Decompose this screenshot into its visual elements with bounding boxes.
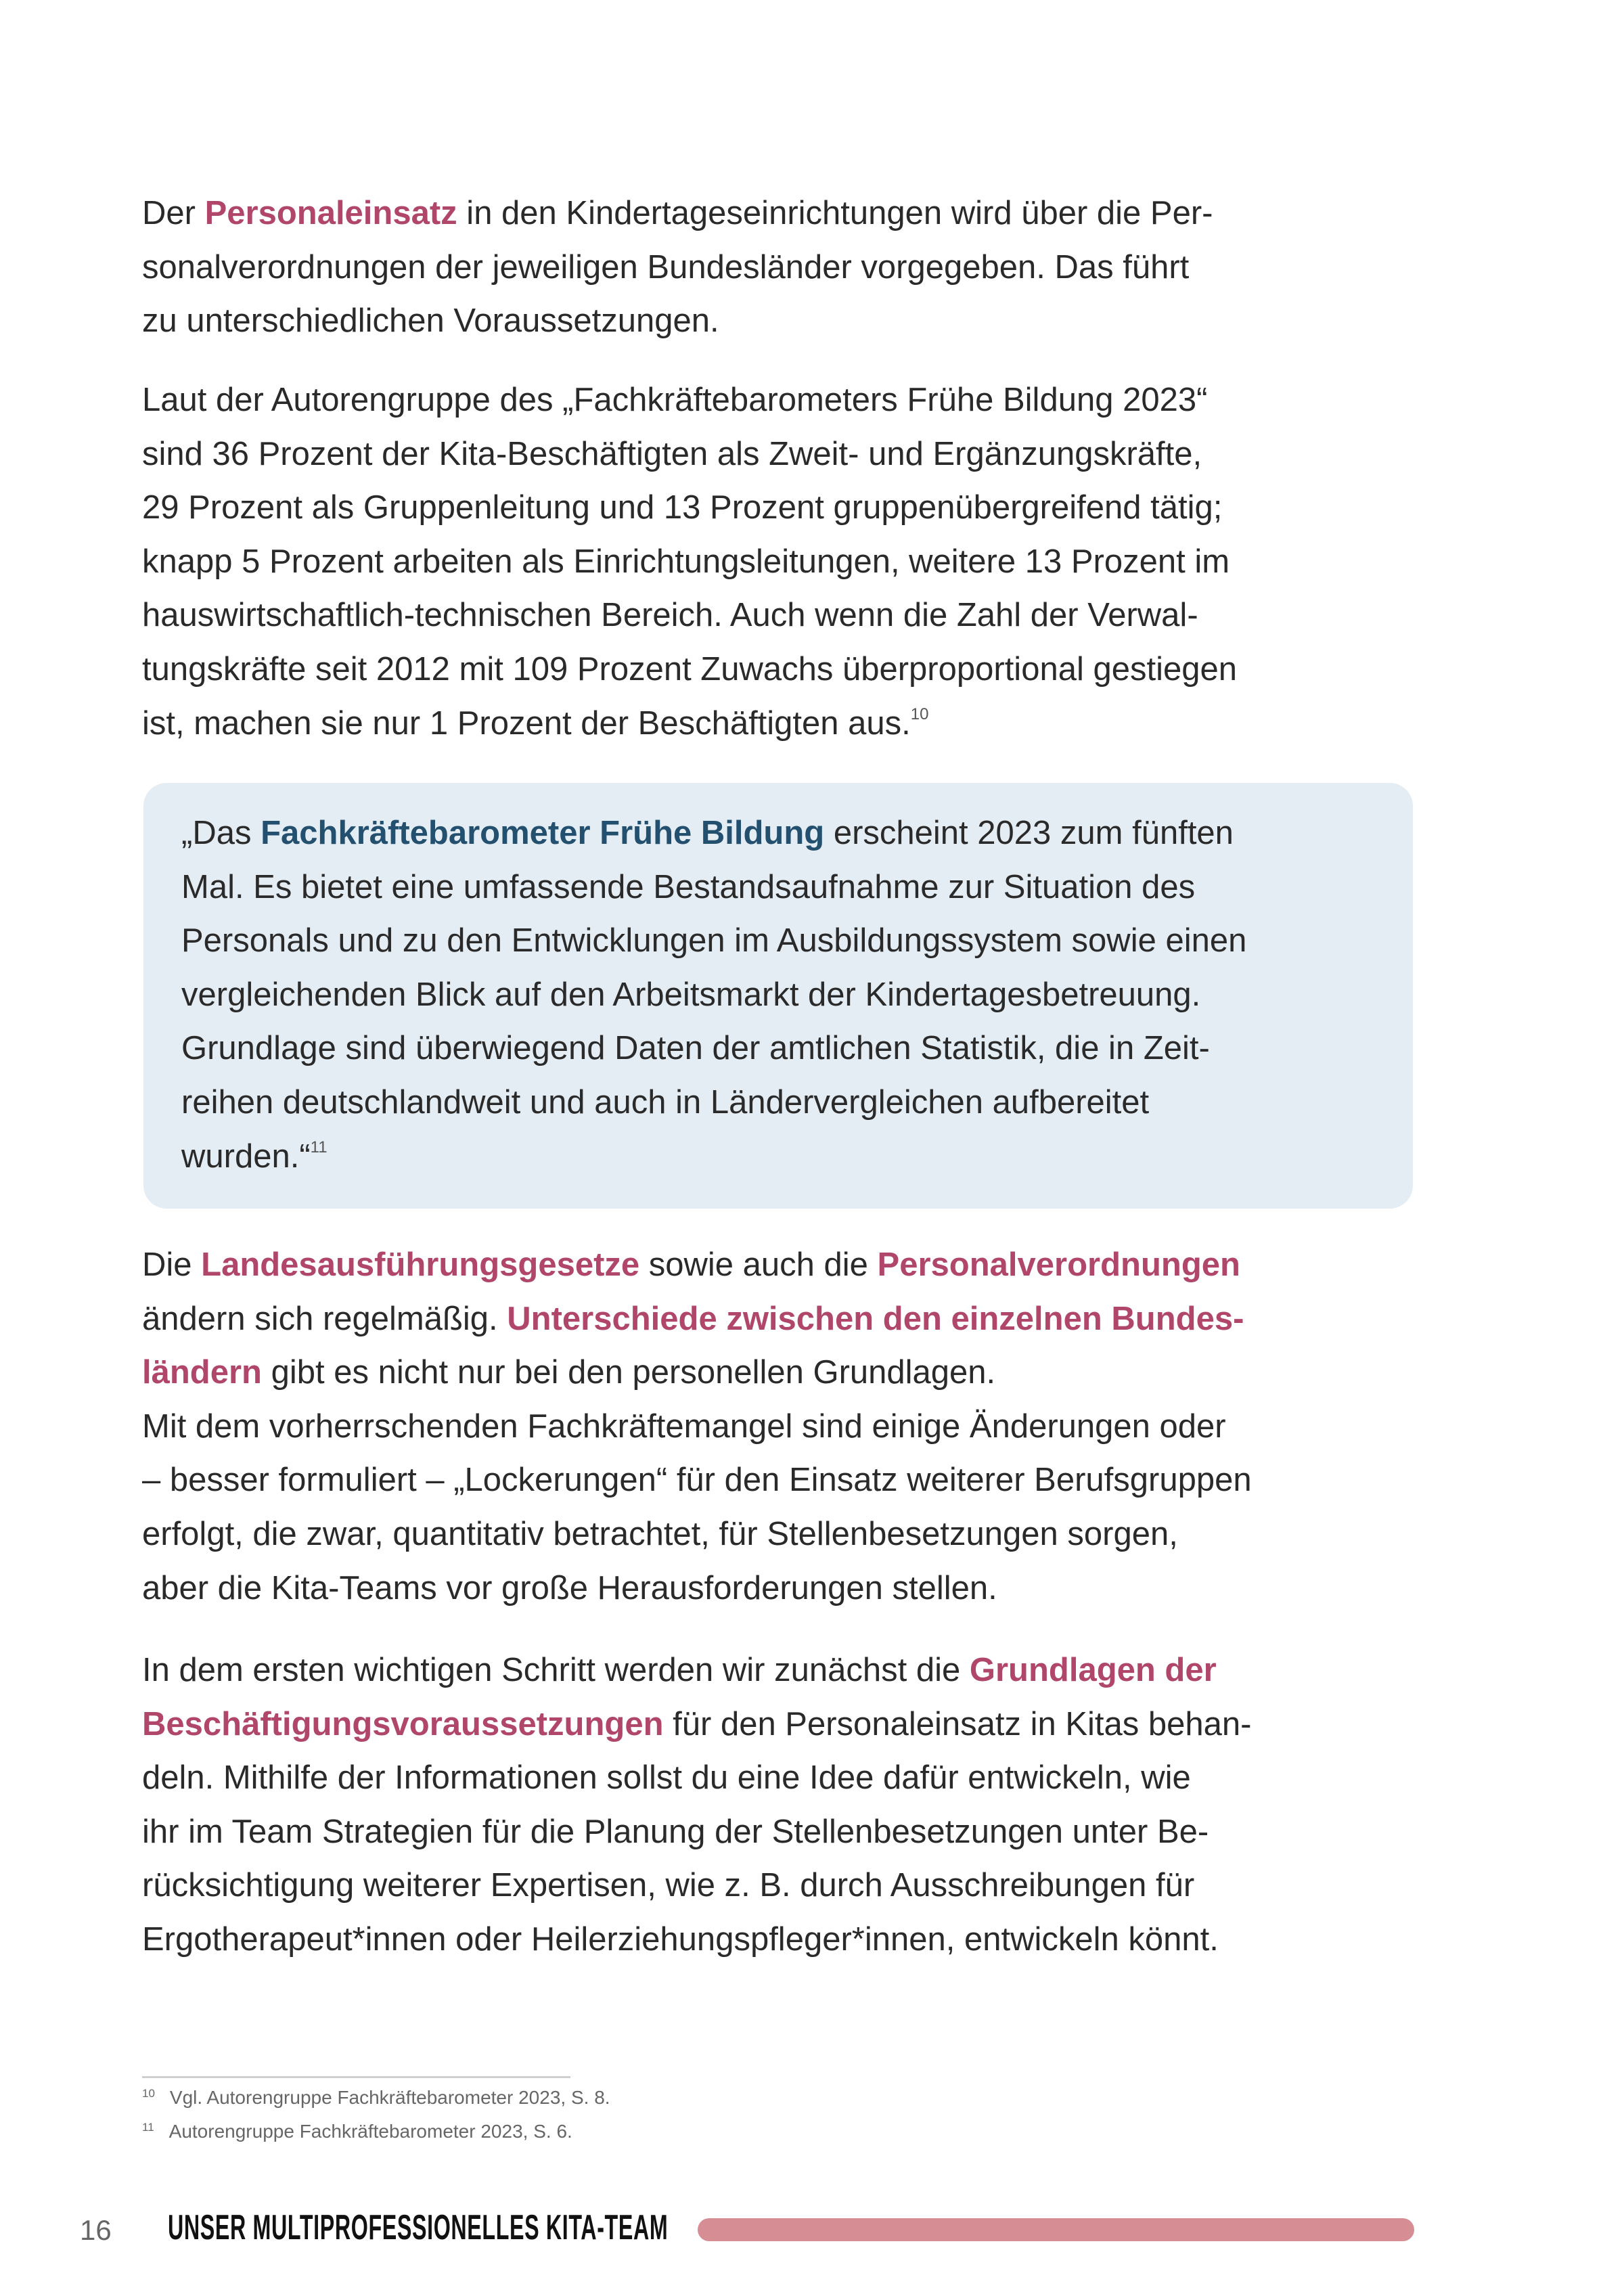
- highlighted-term: Landesausführungsgesetze: [201, 1246, 640, 1283]
- paragraph-laws: [142, 1238, 1252, 1615]
- text-line: [142, 294, 1213, 348]
- text-line: [181, 1022, 1246, 1076]
- text-line: [142, 241, 1213, 295]
- text-line: [142, 374, 1237, 428]
- highlighted-term: ländern: [142, 1354, 262, 1391]
- footnote-number: 10: [142, 2087, 155, 2100]
- text-run: Ergotherapeut*innen oder Heilerziehungspfleger*innen, entwickeln könnt.: [142, 1920, 1219, 1958]
- quote-text: [181, 807, 1246, 1184]
- text-line: [142, 187, 1213, 241]
- text-line: [181, 861, 1246, 915]
- page-number: 16: [80, 2214, 112, 2246]
- text-run: hauswirtschaftlich-technischen Bereich. Auch wenn die Zahl der Verwal-: [142, 597, 1198, 634]
- text-run: In dem ersten wichtigen Schritt werden wir zunächst die: [142, 1652, 970, 1688]
- text-line: [142, 1805, 1251, 1860]
- footer-decorative-bar: [698, 2218, 1414, 2241]
- text-line: [181, 914, 1246, 968]
- text-line: [142, 1698, 1251, 1752]
- text-line: [181, 1076, 1246, 1130]
- text-run: Grundlage sind überwiegend Daten der amtlichen Statistik, die in Zeit-: [181, 1030, 1210, 1067]
- text-line: [142, 643, 1237, 697]
- text-line: [142, 1292, 1252, 1347]
- text-run: 29 Prozent als Gruppenleitung und 13 Prozent gruppenübergreifend tätig;: [142, 489, 1223, 526]
- text-line: [142, 589, 1237, 643]
- text-run: wurden.“: [181, 1138, 311, 1175]
- footnote-reference: 10: [910, 704, 929, 723]
- text-run: „Das: [181, 815, 261, 851]
- running-title: UNSER MULTIPROFESSIONELLES KITA-TEAM: [168, 2208, 669, 2247]
- text-run: Laut der Autorengruppe des „Fachkräftebarometers Frühe Bildung 2023“: [142, 382, 1208, 418]
- text-run: Die: [142, 1246, 202, 1283]
- paragraph-statistics: [142, 374, 1237, 750]
- text-run: ist, machen sie nur 1 Prozent der Beschäftigten aus.: [142, 704, 911, 742]
- text-run: erscheint 2023 zum fünften: [824, 815, 1234, 851]
- footnote-reference: 11: [310, 1138, 328, 1156]
- text-line: [142, 1454, 1252, 1508]
- text-line: [142, 1913, 1251, 1967]
- text-run: tungskräfte seit 2012 mit 109 Prozent Zuwachs überproportional gestiegen: [142, 650, 1237, 688]
- text-run: sind 36 Prozent der Kita-Beschäftigten als Zweit- und Ergänzungskräfte,: [142, 435, 1202, 472]
- highlighted-term: Beschäftigungsvoraussetzungen: [142, 1705, 664, 1742]
- text-run: sonalverordnungen der jeweiligen Bundesländer vorgegeben. Das führt: [142, 248, 1190, 286]
- text-run: Personals und zu den Entwicklungen im Ausbildungssystem sowie einen: [181, 922, 1247, 960]
- text-line: [142, 428, 1237, 482]
- text-run: ihr im Team Strategien für die Planung der Stellenbesetzungen unter Be-: [142, 1813, 1209, 1850]
- text-run: ändern sich regelmäßig.: [142, 1300, 508, 1337]
- highlighted-term: Unterschiede zwischen den einzelnen Bundes-: [507, 1300, 1244, 1337]
- paragraph-next-step: [142, 1644, 1251, 1967]
- text-run: aber die Kita-Teams vor große Herausforderungen stellen.: [142, 1569, 997, 1606]
- text-line: [142, 1644, 1251, 1698]
- highlighted-term: Fachkräftebarometer Frühe Bildung: [261, 815, 825, 851]
- text-line: [142, 1238, 1252, 1292]
- footnote-11: [142, 2121, 572, 2142]
- text-line: [142, 1400, 1252, 1454]
- highlighted-term: Grundlagen der: [969, 1652, 1217, 1688]
- text-run: Der: [142, 195, 205, 231]
- footnote-10: [142, 2087, 610, 2109]
- text-line: [142, 481, 1237, 535]
- text-line: [142, 1346, 1252, 1400]
- text-line: [181, 968, 1246, 1022]
- text-run: deln. Mithilfe der Informationen sollst du eine Idee dafür entwickeln, wie: [142, 1759, 1191, 1797]
- text-line: [142, 1562, 1252, 1616]
- highlighted-term: Personaleinsatz: [204, 195, 457, 231]
- text-run: knapp 5 Prozent arbeiten als Einrichtungsleitungen, weitere 13 Prozent im: [142, 543, 1230, 580]
- text-run: sowie auch die: [639, 1246, 878, 1283]
- text-line: [142, 1859, 1251, 1913]
- text-run: rücksichtigung weiterer Expertisen, wie z. B. durch Ausschreibungen für: [142, 1867, 1195, 1904]
- text-run: Mal. Es bietet eine umfassende Bestandsaufnahme zur Situation des: [181, 868, 1196, 905]
- text-run: für den Personaleinsatz in Kitas behan-: [663, 1705, 1252, 1742]
- text-run: erfolgt, die zwar, quantitativ betrachtet, für Stellenbesetzungen sorgen,: [142, 1515, 1178, 1552]
- text-line: [181, 1130, 1246, 1184]
- text-run: in den Kindertageseinrichtungen wird über die Per-: [457, 195, 1213, 231]
- highlighted-term: Personalverordnungen: [877, 1246, 1240, 1283]
- paragraph-intro: [142, 187, 1213, 348]
- footnote-text: Vgl. Autorengruppe Fachkräftebarometer 2023, S. 8.: [169, 2087, 610, 2108]
- footnote-number: 11: [142, 2121, 154, 2134]
- footnote-divider: [142, 2076, 570, 2078]
- text-line: [142, 1508, 1252, 1562]
- footnote-text: Autorengruppe Fachkräftebarometer 2023, S. 6.: [168, 2121, 572, 2142]
- text-run: reihen deutschlandweit und auch in Ländervergleichen aufbereitet: [181, 1083, 1150, 1121]
- text-run: Mit dem vorherrschenden Fachkräftemangel sind einige Änderungen oder: [142, 1408, 1226, 1445]
- text-line: [142, 697, 1237, 751]
- text-run: gibt es nicht nur bei den personellen Grundlagen.: [261, 1354, 996, 1391]
- text-line: [142, 535, 1237, 589]
- text-run: zu unterschiedlichen Voraussetzungen.: [142, 302, 719, 340]
- text-line: [181, 807, 1246, 861]
- text-line: [142, 1751, 1251, 1805]
- text-run: vergleichenden Blick auf den Arbeitsmarkt der Kindertagesbetreuung.: [181, 976, 1201, 1013]
- text-run: – besser formuliert – „Lockerungen“ für den Einsatz weiterer Berufsgruppen: [142, 1462, 1252, 1499]
